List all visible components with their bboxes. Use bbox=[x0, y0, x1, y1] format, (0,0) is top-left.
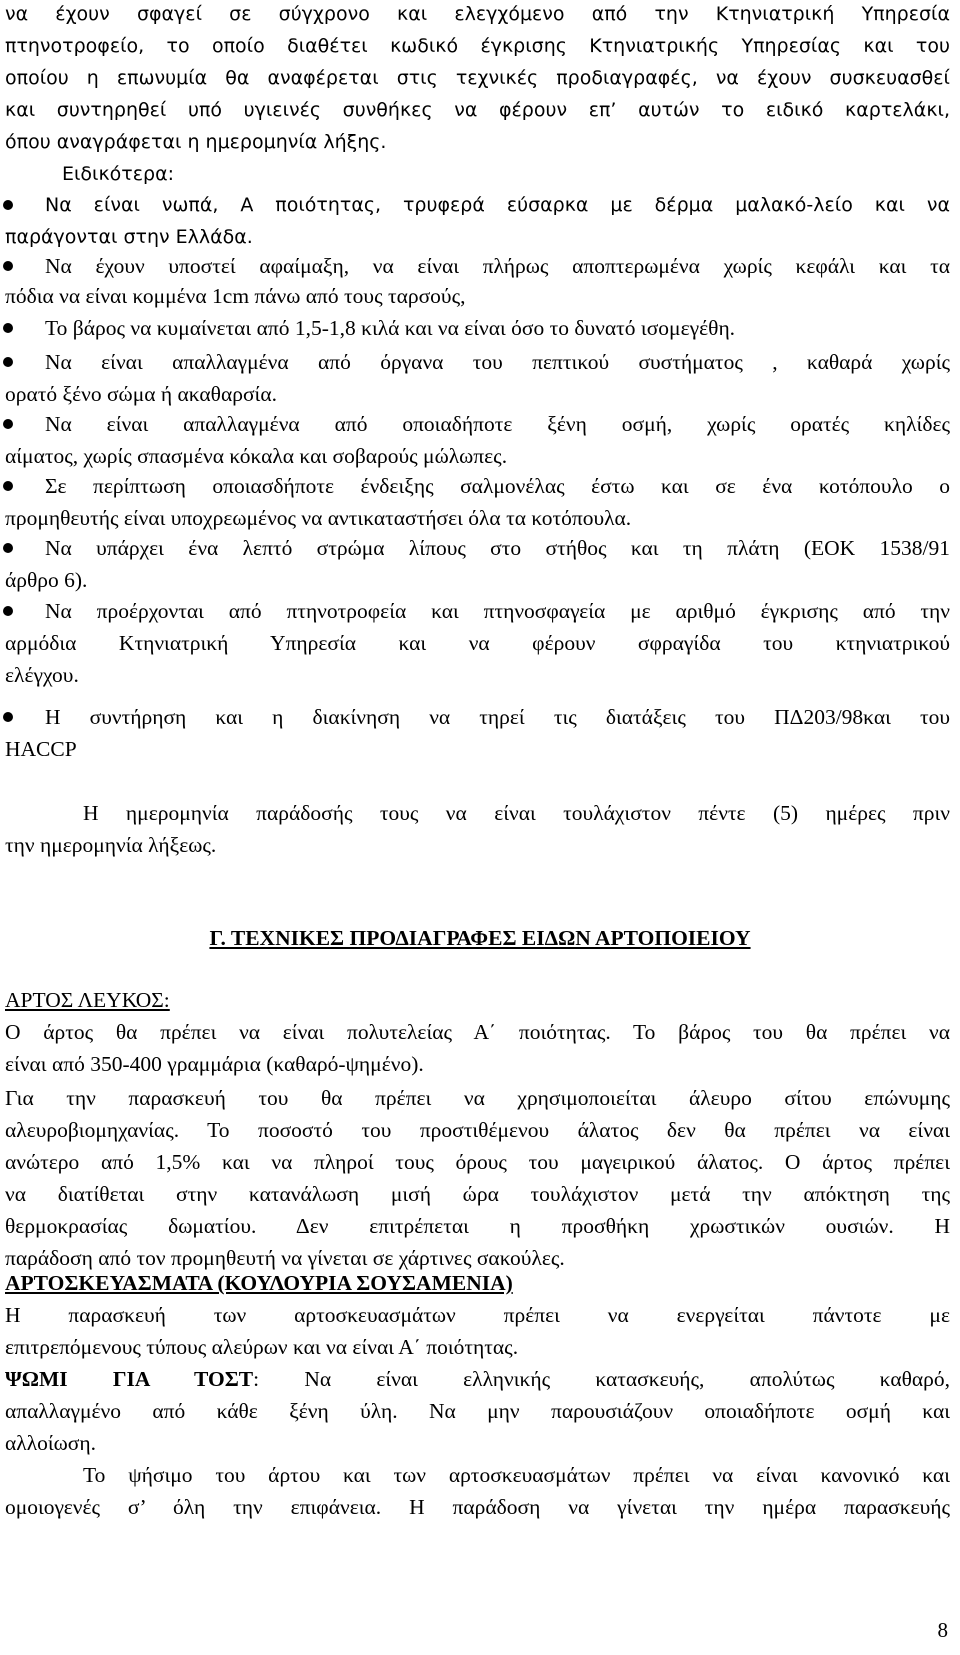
white-bread-line: θερμοκρασίας δωματίου. Δεν επιτρέπεται η προσθήκη χρωστικών ουσιών. Η bbox=[5, 1214, 950, 1238]
intro-line: και συντηρηθεί υπό υγιεινές συνθήκες να φέρουν επ’ αυτών το ειδικό καρτελάκι, bbox=[5, 99, 950, 121]
bullet-text: άρθρο 6). bbox=[5, 568, 88, 592]
bullet-text: παράγονται στην Ελλάδα. bbox=[5, 226, 253, 248]
toast-line: απαλλαγμένο από κάθε ξένη ύλη. Να μην παρουσιάζουν οποιαδήποτε οσμή και bbox=[5, 1399, 950, 1423]
bullet-icon bbox=[3, 606, 13, 616]
intro-line: να έχουν σφαγεί σε σύγχρονο και ελεγχόμενο από την Κτηνιατρική Υπηρεσία bbox=[5, 3, 950, 25]
bullet-text: προμηθευτής είναι υποχρεωμένος να αντικαταστήσει όλα τα κοτόπουλα. bbox=[5, 506, 632, 530]
intro-line: οποίου η επωνυμία θα αναφέρεται στις τεχνικές προδιαγραφές, να έχουν συσκευασθεί bbox=[5, 67, 950, 89]
toast-label: ΨΩΜΙ ΓΙΑ ΤΟΣΤ bbox=[5, 1367, 254, 1391]
bullet-text: Η συντήρηση και η διακίνηση να τηρεί τις διατάξεις του ΠΔ203/98και του bbox=[45, 705, 950, 729]
delivery-line: Η ημερομηνία παράδοσής τους να είναι τουλάχιστον πέντε (5) ημέρες πριν bbox=[83, 801, 950, 825]
white-bread-line: Για την παρασκευή του θα πρέπει να χρησιμοποιείται άλευρο σίτου επώνυμης bbox=[5, 1086, 950, 1110]
page-number: 8 bbox=[937, 1618, 948, 1642]
bullet-icon bbox=[3, 200, 13, 210]
bread-products-title: ΑΡΤΟΣΚΕΥΑΣΜΑΤΑ (ΚΟΥΛΟΥΡΙΑ ΣΟΥΣΑΜΕΝΙΑ) bbox=[5, 1271, 513, 1295]
toast-line: αλλοίωση. bbox=[5, 1431, 97, 1455]
white-bread-line: Ο άρτος θα πρέπει να είναι πολυτελείας Α΄ ποιότητας. Το βάρος του θα πρέπει να bbox=[5, 1020, 950, 1044]
white-bread-line: ανώτερο από 1,5% και να πληροί τους όρους του μαγειρικού άλατος. Ο άρτος πρέπει bbox=[5, 1150, 950, 1174]
bread-products-line: επιτρεπόμενους τύπους αλεύρων και να είναι Α΄ ποιότητας. bbox=[5, 1335, 519, 1359]
bullet-text: Να υπάρχει ένα λεπτό στρώμα λίπους στο στήθος και τη πλάτη (ΕΟΚ 1538/91 bbox=[45, 536, 950, 560]
white-bread-line: παράδοση από τον προμηθευτή να γίνεται σε χάρτινες σακούλες. bbox=[5, 1246, 565, 1270]
bullet-icon bbox=[3, 712, 13, 722]
bullet-text: Να είναι απαλλαγμένα από οποιαδήποτε ξένη οσμή, χωρίς ορατές κηλίδες bbox=[45, 412, 950, 436]
white-bread-line: αλευροβιομηχανίας. Το ποσοστό του προστιθέμενου άλατος δεν θα πρέπει να είναι bbox=[5, 1118, 950, 1142]
bullet-text: ορατό ξένο σώμα ή ακαθαρσία. bbox=[5, 382, 277, 406]
bullet-icon bbox=[3, 419, 13, 429]
bullet-text: HACCP bbox=[5, 737, 77, 761]
bullet-text: Σε περίπτωση οποιασδήποτε ένδειξης σαλμονέλας έστω και σε ένα κοτόπουλο ο bbox=[45, 474, 950, 498]
bullet-text: αίματος, χωρίς σπασμένα κόκαλα και σοβαρούς μώλωπες. bbox=[5, 444, 508, 468]
specifically-label: Ειδικότερα: bbox=[62, 163, 175, 185]
intro-line: πτηνοτροφείο, το οποίο διαθέτει κωδικό έγκρισης Κτηνιατρικής Υπηρεσίας και του bbox=[5, 35, 950, 57]
bullet-text: Να έχουν υποστεί αφαίμαξη, να είναι πλήρως αποπτερωμένα χωρίς κεφάλι και τα bbox=[45, 254, 950, 278]
bread-products-line: Η παρασκευή των αρτοσκευασμάτων πρέπει να ενεργείται πάντοτε με bbox=[5, 1303, 950, 1327]
bullet-text: Να είναι νωπά, Α ποιότητας, τρυφερά εύσαρκα με δέρμα μαλακό-λείο και να bbox=[45, 194, 950, 216]
bullet-text: Να προέρχονται από πτηνοτροφεία και πτηνοσφαγεία με αριθμό έγκρισης από την bbox=[45, 599, 950, 623]
baking-line: ομοιογενές σ’ όλη την επιφάνεια. Η παράδοση να γίνεται την ημέρα παρασκευής bbox=[5, 1495, 950, 1519]
white-bread-line: είναι από 350-400 γραμμάρια (καθαρό-ψημένο). bbox=[5, 1052, 424, 1076]
bullet-icon bbox=[3, 261, 13, 271]
white-bread-title: ΑΡΤΟΣ ΛΕΥΚΟΣ: bbox=[5, 988, 170, 1012]
white-bread-line: να διατίθεται στην κατανάλωση μισή ώρα τουλάχιστον μετά την απόκτηση της bbox=[5, 1182, 950, 1206]
bullet-text: αρμόδια Κτηνιατρική Υπηρεσία και να φέρουν σφραγίδα του κτηνιατρικού bbox=[5, 631, 950, 655]
bullet-text: ελέγχου. bbox=[5, 663, 79, 687]
bullet-icon bbox=[3, 357, 13, 367]
bullet-icon bbox=[3, 323, 13, 333]
baking-line: Το ψήσιμο του άρτου και των αρτοσκευασμάτων πρέπει να είναι κανονικό και bbox=[83, 1463, 950, 1487]
bullet-text: πόδια να είναι κομμένα 1cm πάνω από τους ταρσούς, bbox=[5, 284, 466, 308]
delivery-line: την ημερομηνία λήξεως. bbox=[5, 833, 217, 857]
bullet-icon bbox=[3, 543, 13, 553]
section-title: Γ. ΤΕΧΝΙΚΕΣ ΠΡΟΔΙΑΓΡΑΦΕΣ ΕΙΔΩΝ ΑΡΤΟΠΟΙΕΙΟΥ bbox=[209, 926, 751, 950]
bullet-icon bbox=[3, 481, 13, 491]
toast-text: : Να είναι ελληνικής κατασκευής, απολύτως καθαρό, bbox=[253, 1367, 950, 1391]
bullet-text: Το βάρος να κυμαίνεται από 1,5-1,8 κιλά και να είναι όσο το δυνατό ισομεγέθη. bbox=[45, 316, 736, 340]
bullet-text: Να είναι απαλλαγμένα από όργανα του πεπτικού συστήματος , καθαρά χωρίς bbox=[45, 350, 950, 374]
toast-line bbox=[5, 1362, 950, 1396]
intro-line: όπου αναγράφεται η ημερομηνία λήξης. bbox=[5, 131, 387, 153]
